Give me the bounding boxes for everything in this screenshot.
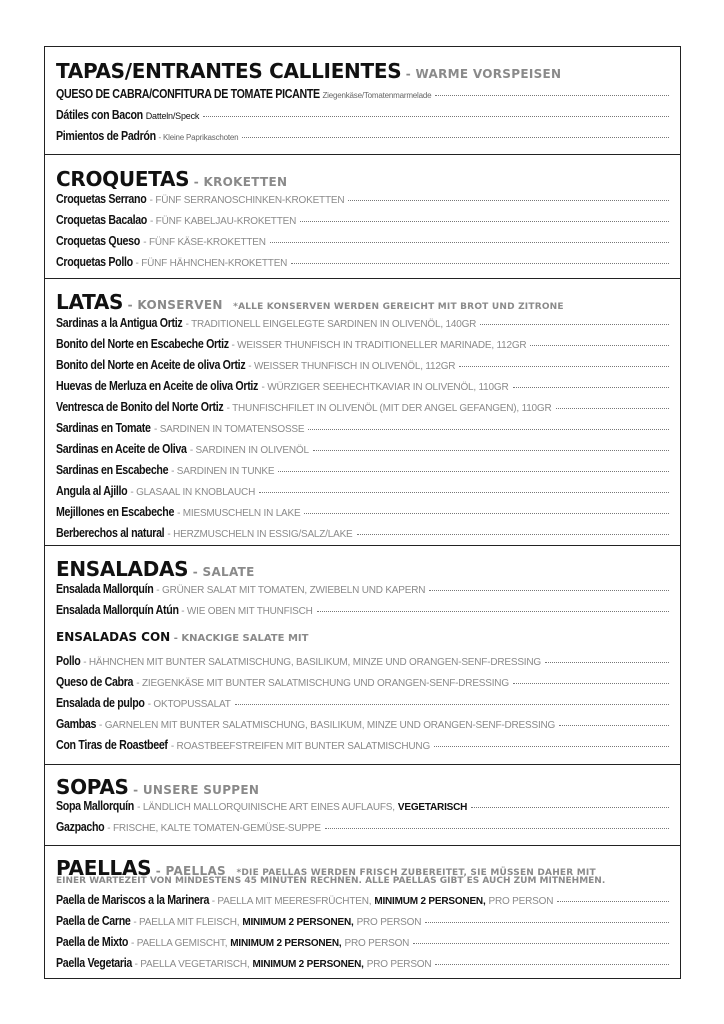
item-description: - SARDINEN IN TUNKE xyxy=(171,466,275,477)
menu-card xyxy=(44,46,681,979)
item-description: - LÄNDLICH MALLORQUINISCHE ART EINES AUFLAUFS, xyxy=(137,802,395,813)
menu-item xyxy=(56,526,669,540)
item-description: - GLASAAL IN KNOBLAUCH xyxy=(130,487,256,498)
dot-leader xyxy=(556,408,669,409)
item-name: Con Tiras de Roastbeef xyxy=(56,738,168,752)
menu-item xyxy=(56,717,669,731)
item-description: - GRÜNER SALAT MIT TOMATEN, ZWIEBELN UND KAPERN xyxy=(156,585,426,596)
dot-leader xyxy=(559,725,669,726)
item-name: Croquetas Serrano xyxy=(56,192,147,206)
menu-item xyxy=(56,234,669,248)
menu-item xyxy=(56,738,669,752)
dot-leader xyxy=(235,704,669,705)
dot-leader xyxy=(325,828,669,829)
dot-leader xyxy=(242,137,669,138)
subsection-subtitle: - KNACKIGE SALATE MIT xyxy=(170,633,309,644)
item-name: Sardinas en Escabeche xyxy=(56,463,169,477)
item-unit: PRO PERSON xyxy=(344,938,410,949)
item-name: Sardinas en Tomate xyxy=(56,421,151,435)
item-description: Ziegenkäse/Tomatenmarmelade xyxy=(322,91,432,100)
menu-item xyxy=(56,956,669,970)
item-name: Ventresca de Bonito del Norte Ortiz xyxy=(56,400,224,414)
dot-leader xyxy=(513,683,669,684)
dot-leader xyxy=(471,807,669,808)
item-description: - ZIEGENKÄSE MIT BUNTER SALATMISCHUNG UND ORANGEN-SENF-DRESSING xyxy=(136,678,509,689)
item-description: - WÜRZIGER SEEHECHTKAVIAR IN OLIVENÖL, 110GR xyxy=(261,382,509,393)
section-ensaladas xyxy=(45,545,680,764)
item-name: Pimientos de Padrón xyxy=(56,129,156,142)
section-heading xyxy=(56,61,561,82)
menu-item xyxy=(56,379,669,393)
dot-leader xyxy=(557,901,669,902)
item-description: - WIE OBEN MIT THUNFISCH xyxy=(181,606,313,617)
subsection-title: ENSALADAS CON xyxy=(56,630,171,644)
item-description: - WEISSER THUNFISCH IN TRADITIONELLER MARINADE, 112GR xyxy=(231,340,527,351)
dot-leader xyxy=(291,263,669,264)
item-name: Paella de Mixto xyxy=(56,935,129,949)
item-name: QUESO DE CABRA/CONFITURA DE TOMATE PICANTE xyxy=(56,87,320,100)
item-description: - FÜNF SERRANOSCHINKEN-KROKETTEN xyxy=(149,195,345,206)
item-description: - THUNFISCHFILET IN OLIVENÖL (MIT DER ANGEL GEFANGEN), 110GR xyxy=(226,403,552,414)
section-subtitle: - WARME VORSPEISEN xyxy=(401,67,562,81)
item-description: - WEISSER THUNFISCH IN OLIVENÖL, 112GR xyxy=(248,361,456,372)
item-name: Huevas de Merluza en Aceite de oliva Ortiz xyxy=(56,379,259,393)
item-description: - HÄHNCHEN MIT BUNTER SALATMISCHUNG, BASILIKUM, MINZE UND ORANGEN-SENF-DRESSING xyxy=(83,657,541,668)
menu-item xyxy=(56,255,669,269)
section-heading xyxy=(56,777,259,798)
section-title: TAPAS/ENTRANTES CALLIENTES xyxy=(56,59,402,83)
menu-item xyxy=(56,358,669,372)
item-description: - SARDINEN IN OLIVENÖL xyxy=(189,445,309,456)
dot-leader xyxy=(357,534,669,535)
dot-leader xyxy=(480,324,669,325)
item-name: Mejillones en Escabeche xyxy=(56,505,175,519)
item-unit: PRO PERSON xyxy=(488,896,554,907)
item-description: - TRADITIONELL EINGELEGTE SARDINEN IN OLIVENÖL, 140GR xyxy=(185,319,477,330)
menu-item xyxy=(56,893,669,907)
menu-item xyxy=(56,696,669,710)
dot-leader xyxy=(513,387,670,388)
item-description: - PAELLA MIT FLEISCH, xyxy=(133,917,240,928)
section-note-continued: EINER WARTEZEIT VON MINDESTENS 45 MINUTEN RECHNEN. ALLE PAELLAS GIBT ES AUCH ZUM MITNEHMEN. xyxy=(56,876,606,886)
menu-item xyxy=(56,129,669,142)
dot-leader xyxy=(313,450,669,451)
item-name: Bonito del Norte en Escabeche Ortiz xyxy=(56,337,229,351)
section-heading xyxy=(56,559,255,580)
dot-leader xyxy=(545,662,669,663)
dot-leader xyxy=(317,611,669,612)
menu-item xyxy=(56,675,669,689)
section-title: LATAS xyxy=(56,290,124,314)
item-name: Paella Vegetaria xyxy=(56,956,132,970)
menu-item xyxy=(56,914,669,928)
dot-leader xyxy=(278,471,669,472)
dot-leader xyxy=(459,366,669,367)
section-title: PAELLAS xyxy=(56,856,152,880)
item-description: - FÜNF HÄHNCHEN-KROKETTEN xyxy=(135,258,288,269)
section-subtitle: - UNSERE SUPPEN xyxy=(128,783,260,797)
item-description: - HERZMUSCHELN IN ESSIG/SALZ/LAKE xyxy=(167,529,353,540)
item-description: - FÜNF KÄSE-KROKETTEN xyxy=(143,237,266,248)
section-croquetas xyxy=(45,154,680,278)
item-name: Ensalada Mallorquín xyxy=(56,582,154,596)
item-description: - SARDINEN IN TOMATENSOSSE xyxy=(153,424,305,435)
item-name: Paella de Carne xyxy=(56,914,131,928)
item-description: - ROASTBEEFSTREIFEN MIT BUNTER SALATMISCHUNG xyxy=(170,741,431,752)
section-note: *ALLE KONSERVEN WERDEN GEREICHT MIT BROT UND ZITRONE xyxy=(233,302,564,312)
item-description: Datteln/Speck xyxy=(145,111,200,121)
menu-item xyxy=(56,108,669,121)
dot-leader xyxy=(413,943,669,944)
menu-item xyxy=(56,935,669,949)
dot-leader xyxy=(434,746,669,747)
menu-item xyxy=(56,820,669,834)
menu-item xyxy=(56,505,669,519)
dot-leader xyxy=(425,922,669,923)
item-name: Sardinas a la Antigua Ortiz xyxy=(56,316,183,330)
menu-item xyxy=(56,484,669,498)
dot-leader xyxy=(435,95,669,96)
item-unit: PRO PERSON xyxy=(356,917,422,928)
item-description: - MIESMUSCHELN IN LAKE xyxy=(177,508,301,519)
section-heading xyxy=(56,292,564,313)
dot-leader xyxy=(270,242,669,243)
section-note: *DIE PAELLAS WERDEN FRISCH ZUBEREITET, SIE MÜSSEN DAHER MIT xyxy=(236,868,596,878)
dot-leader xyxy=(259,492,669,493)
item-description: - FÜNF KABELJAU-KROKETTEN xyxy=(149,216,297,227)
menu-item xyxy=(56,442,669,456)
item-name: Gambas xyxy=(56,717,97,731)
menu-item xyxy=(56,400,669,414)
item-description: - PAELLA VEGETARISCH, xyxy=(134,959,250,970)
item-minimum: MINIMUM 2 PERSONEN, xyxy=(242,917,354,928)
item-description: - PAELLA MIT MEERESFRÜCHTEN, xyxy=(211,896,372,907)
section-subtitle: - SALATE xyxy=(188,565,255,579)
section-tapas xyxy=(45,47,680,154)
section-paellas xyxy=(45,845,680,980)
menu-item xyxy=(56,192,669,206)
item-description: - FRISCHE, KALTE TOMATEN-GEMÜSE-SUPPE xyxy=(107,823,321,834)
item-name: Paella de Mariscos a la Marinera xyxy=(56,893,210,907)
subsection-heading xyxy=(56,629,308,645)
menu-item xyxy=(56,582,669,596)
section-title: SOPAS xyxy=(56,775,129,799)
item-name: Ensalada de pulpo xyxy=(56,696,145,710)
item-name: Dátiles con Bacon xyxy=(56,108,143,121)
item-name: Angula al Ajillo xyxy=(56,484,128,498)
menu-item xyxy=(56,316,669,330)
item-name: Ensalada Mallorquín Atún xyxy=(56,603,179,617)
menu-item xyxy=(56,87,669,100)
item-name: Croquetas Pollo xyxy=(56,255,133,269)
dot-leader xyxy=(300,221,669,222)
item-tag: VEGETARISCH xyxy=(397,802,468,813)
dot-leader xyxy=(203,116,669,117)
section-heading xyxy=(56,169,287,190)
item-minimum: MINIMUM 2 PERSONEN, xyxy=(230,938,342,949)
menu-item xyxy=(56,421,669,435)
item-minimum: MINIMUM 2 PERSONEN, xyxy=(252,959,364,970)
dot-leader xyxy=(530,345,669,346)
section-subtitle: - KONSERVEN xyxy=(123,298,223,312)
dot-leader xyxy=(429,590,669,591)
section-sopas xyxy=(45,764,680,845)
item-name: Croquetas Queso xyxy=(56,234,140,248)
dot-leader xyxy=(308,429,669,430)
item-description: - PAELLA GEMISCHT, xyxy=(131,938,228,949)
item-name: Sardinas en Aceite de Oliva xyxy=(56,442,187,456)
item-unit: PRO PERSON xyxy=(366,959,432,970)
section-latas xyxy=(45,278,680,545)
menu-item xyxy=(56,654,669,668)
menu-item xyxy=(56,799,669,813)
item-name: Pollo xyxy=(56,654,81,668)
item-description: - Kleine Paprikaschoten xyxy=(158,133,239,142)
menu-item xyxy=(56,337,669,351)
item-name: Berberechos al natural xyxy=(56,526,165,540)
section-subtitle: - PAELLAS xyxy=(151,864,226,878)
dot-leader xyxy=(304,513,669,514)
menu-item xyxy=(56,213,669,227)
menu-item xyxy=(56,603,669,617)
item-name: Sopa Mallorquín xyxy=(56,799,135,813)
item-name: Croquetas Bacalao xyxy=(56,213,147,227)
item-description: - OKTOPUSSALAT xyxy=(147,699,231,710)
menu-item xyxy=(56,463,669,477)
item-name: Queso de Cabra xyxy=(56,675,134,689)
item-minimum: MINIMUM 2 PERSONEN, xyxy=(374,896,486,907)
dot-leader xyxy=(435,964,669,965)
item-name: Gazpacho xyxy=(56,820,105,834)
section-title: CROQUETAS xyxy=(56,167,190,191)
item-description: - GARNELEN MIT BUNTER SALATMISCHUNG, BASILIKUM, MINZE UND ORANGEN-SENF-DRESSING xyxy=(99,720,556,731)
item-name: Bonito del Norte en Aceite de oliva Ortiz xyxy=(56,358,246,372)
section-subtitle: - KROKETTEN xyxy=(189,175,288,189)
section-title: ENSALADAS xyxy=(56,557,189,581)
dot-leader xyxy=(348,200,669,201)
